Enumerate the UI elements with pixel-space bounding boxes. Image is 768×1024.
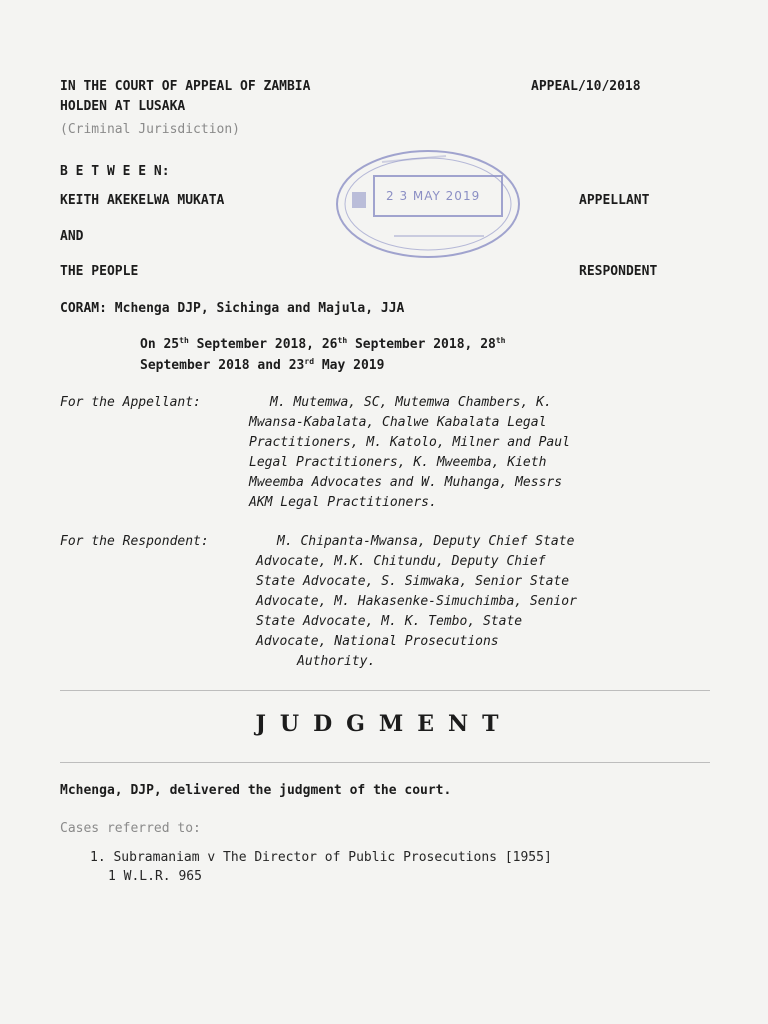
court-stamp <box>334 148 522 260</box>
cases-heading: Cases referred to: <box>60 821 201 836</box>
respondent-counsel-line: Advocate, M.K. Chitundu, Deputy Chief <box>256 554 546 569</box>
case-citation-cont: 1 W.L.R. 965 <box>108 869 202 884</box>
respondent-counsel-line: M. Chipanta-Mwansa, Deputy Chief State <box>277 534 575 549</box>
case-citation: 1. Subramaniam v The Director of Public Prosecutions [1955] <box>90 850 552 865</box>
appellant-counsel-line: Legal Practitioners, K. Mweemba, Kieth <box>249 455 547 470</box>
and-label: AND <box>60 229 84 244</box>
appellant-counsel-line: M. Mutemwa, SC, Mutemwa Chambers, K. <box>270 395 552 410</box>
respondent-counsel-label: For the Respondent: <box>60 534 209 549</box>
appellant-role: APPELLANT <box>579 193 650 208</box>
appellant-name: KEITH AKEKELWA MUKATA <box>60 193 225 208</box>
delivered-line: Mchenga, DJP, delivered the judgment of the court. <box>60 783 452 798</box>
respondent-name: THE PEOPLE <box>60 264 139 279</box>
coram: CORAM: Mchenga DJP, Sichinga and Majula, JJA <box>60 301 405 316</box>
hearing-dates-line-1: On 25th September 2018, 26th September 2018, 28th <box>140 336 506 352</box>
appellant-counsel-label: For the Appellant: <box>60 395 201 410</box>
holden-at: HOLDEN AT LUSAKA <box>60 99 186 114</box>
divider-top <box>60 690 710 691</box>
stamp-date: 2 3 MAY 2019 <box>386 189 481 203</box>
appellant-counsel-line: Mwansa-Kabalata, Chalwe Kabalata Legal <box>249 415 547 430</box>
appellant-counsel-line: AKM Legal Practitioners. <box>249 495 437 510</box>
respondent-counsel-line: State Advocate, S. Simwaka, Senior State <box>256 574 570 589</box>
respondent-counsel-line: Authority. <box>297 654 376 669</box>
appellant-counsel-line: Practitioners, M. Katolo, Milner and Paul <box>249 435 570 450</box>
hearing-dates-line-2: September 2018 and 23rd May 2019 <box>140 357 385 373</box>
jurisdiction: (Criminal Jurisdiction) <box>60 122 241 137</box>
between-label: B E T W E E N: <box>60 164 170 179</box>
appeal-number: APPEAL/10/2018 <box>531 79 641 94</box>
court-name: IN THE COURT OF APPEAL OF ZAMBIA <box>60 79 311 94</box>
respondent-counsel-line: Advocate, M. Hakasenke-Simuchimba, Senior <box>256 594 577 609</box>
divider-bottom <box>60 762 710 763</box>
judgment-title: JUDGMENT <box>255 711 513 737</box>
respondent-role: RESPONDENT <box>579 264 658 279</box>
respondent-counsel-line: State Advocate, M. K. Tembo, State <box>256 614 523 629</box>
respondent-counsel-line: Advocate, National Prosecutions <box>256 634 499 649</box>
appellant-counsel-line: Mweemba Advocates and W. Muhanga, Messrs <box>249 475 563 490</box>
